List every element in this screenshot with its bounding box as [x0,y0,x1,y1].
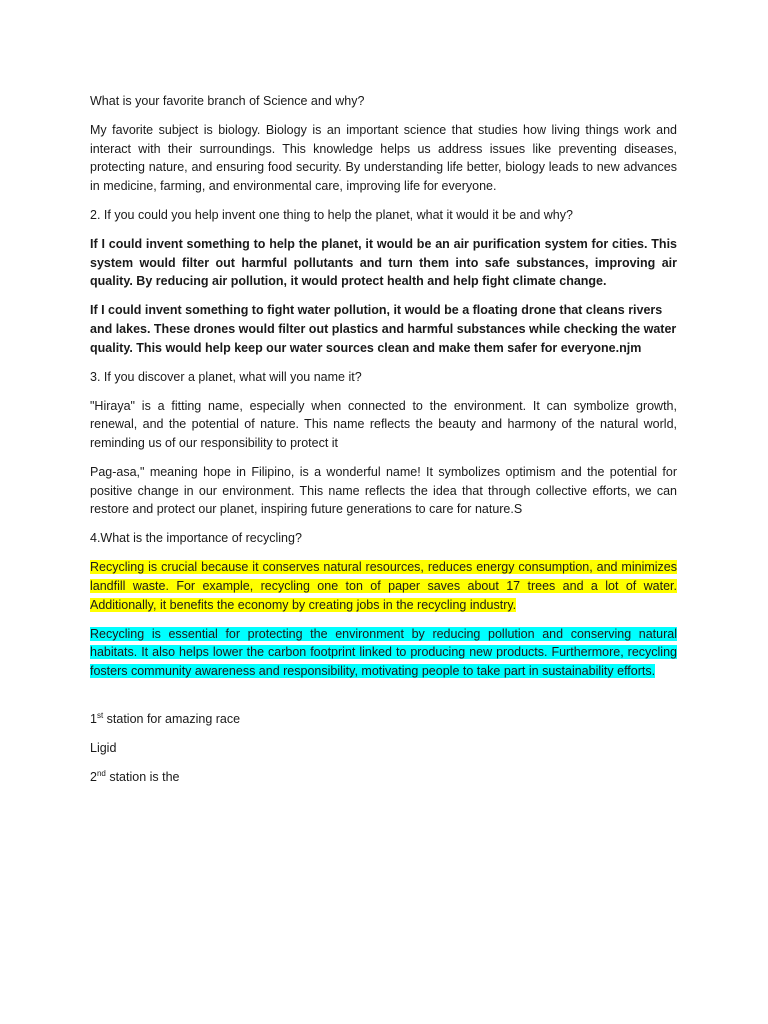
answer-4b [90,625,677,681]
question-4: 4.What is the importance of recycling? [90,531,302,546]
note-ligid: Ligid [90,740,117,755]
document-body [90,92,677,797]
ordinal-number: 2 [90,769,97,784]
answer-3a: "Hiraya" is a fitting name, especially when connected to the environment. It can symbolize growth, renewal, and the potential of nature. This name reflects the beauty and harmony of the natural world, reminding us of our responsibility to protect it [90,398,677,450]
ordinal-number: 1 [90,711,97,726]
ordinal-suffix: nd [96,768,106,778]
note-station-1 [90,710,677,729]
question-3: 3. If you discover a planet, what will you name it? [90,369,362,384]
note-station-2 [90,768,677,787]
question-1: What is your favorite branch of Science and why? [90,94,365,108]
answer-2a: If I could invent something to help the planet, it would be an air purification system for cities. This system would filter out harmful pollutants and turn them into safe substances, improving air quality. By reducing air pollution, it would protect health and help fight climate change. [90,237,677,289]
highlighted-text-yellow: Recycling is crucial because it conserves natural resources, reduces energy consumption, and minimizes landfill waste. For example, recycling one ton of paper saves about 17 trees and a lot of water. Additionally, it benefits the economy by creating jobs in the recycling industry. [90,560,677,612]
answer-4a [90,558,677,614]
note-text: station is the [105,769,180,784]
answer-3b: Pag-asa," meaning hope in Filipino, is a wonderful name! It symbolizes optimism and the potential for positive change in our environment. This name reflects the idea that through collective efforts, we can restore and protect our planet, inspiring future generations to care for nature.S [90,465,677,517]
blank-line [90,691,677,710]
highlighted-text-cyan: Recycling is essential for protecting the environment by reducing pollution and conserving natural habitats. It also helps lower the carbon footprint linked to producing new products. Furthermore, recycling fosters community awareness and responsibility, motivating people to take part in sustainability efforts. [90,626,677,678]
question-2: 2. If you could you help invent one thing to help the planet, what it would it be and why? [90,207,573,222]
note-text: station for amazing race [103,711,241,726]
answer-2b: If I could invent something to fight water pollution, it would be a floating drone that cleans rivers and lakes. These drones would filter out plastics and harmful substances while checking the water quality. This would help keep our water sources clean and make them safer for everyone.njm [90,303,677,355]
ordinal-suffix: st [96,710,104,720]
answer-1: My favorite subject is biology. Biology is an important science that studies how living things work and interact with their surroundings. This knowledge helps us address issues like preventing diseases, protecting nature, and ensuring food security. By understanding life better, biology leads to new advances in medicine, farming, and environmental care, improving life for everyone. [90,123,677,193]
